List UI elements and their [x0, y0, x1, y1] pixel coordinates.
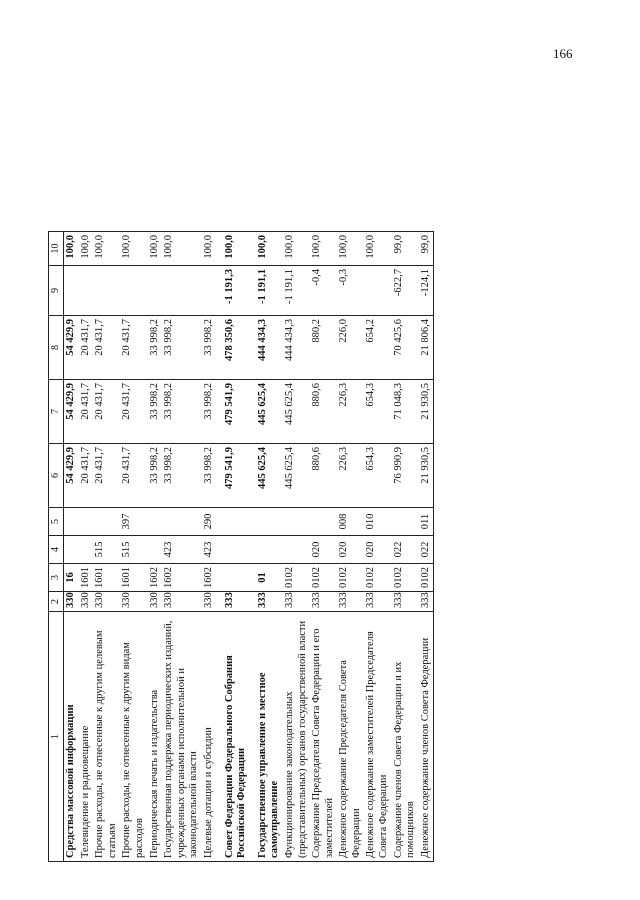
- row-target-code-cell: 423: [162, 536, 202, 564]
- row-target-code-cell: 020: [364, 536, 391, 564]
- row-percent-cell: 100,0: [162, 232, 202, 266]
- table-row: [419, 232, 434, 862]
- row-percent-cell: 100,0: [64, 232, 79, 266]
- row-expense-type-cell: [250, 508, 283, 536]
- table-row: [162, 232, 202, 862]
- row-adjusted-cell: 33 998,2: [162, 380, 202, 444]
- row-expense-type-cell: 010: [364, 508, 391, 536]
- row-percent-cell: 100,0: [202, 232, 217, 266]
- row-percent-cell: 100,0: [283, 232, 310, 266]
- table-row: [392, 232, 419, 862]
- row-target-code-cell: [217, 536, 250, 564]
- row-executed-cell: 33 998,2: [162, 316, 202, 380]
- table-row: [120, 232, 147, 862]
- row-section-code-cell: 1602: [202, 564, 217, 592]
- row-executed-cell: 33 998,2: [148, 316, 163, 380]
- row-ministry-code-cell: 330: [93, 592, 120, 612]
- row-executed-cell: 226,0: [337, 316, 364, 380]
- budget-table: [48, 231, 434, 862]
- row-approved-cell: 20 431,7: [93, 444, 120, 508]
- row-target-code-cell: [64, 536, 79, 564]
- row-name-cell: Телевидение и радиовещание: [79, 612, 94, 862]
- table-row: [148, 232, 163, 862]
- row-approved-cell: 445 625,4: [250, 444, 283, 508]
- row-executed-cell: 20 431,7: [93, 316, 120, 380]
- row-deviation-cell: -0,4: [310, 266, 337, 316]
- row-adjusted-cell: 479 541,9: [217, 380, 250, 444]
- row-target-code-cell: [148, 536, 163, 564]
- row-target-code-cell: 020: [310, 536, 337, 564]
- row-name-cell: Содержание членов Совета Федерации и их помощников: [392, 612, 419, 862]
- row-percent-cell: 100,0: [364, 232, 391, 266]
- row-expense-type-cell: [283, 508, 310, 536]
- row-adjusted-cell: 54 429,9: [64, 380, 79, 444]
- row-target-code-cell: [283, 536, 310, 564]
- row-section-code-cell: 0102: [310, 564, 337, 592]
- row-ministry-code-cell: 330: [148, 592, 163, 612]
- row-deviation-cell: [79, 266, 94, 316]
- row-name-cell: Содержание Председателя Совета Федерации и его заместителей: [310, 612, 337, 862]
- column-header: 10: [49, 232, 64, 266]
- row-target-code-cell: 423: [202, 536, 217, 564]
- table-row: [93, 232, 120, 862]
- row-executed-cell: 33 998,2: [202, 316, 217, 380]
- table-row: [337, 232, 364, 862]
- row-ministry-code-cell: 333: [310, 592, 337, 612]
- row-percent-cell: 99,0: [392, 232, 419, 266]
- row-target-code-cell: [250, 536, 283, 564]
- table-row: [202, 232, 217, 862]
- row-deviation-cell: -1 191,1: [283, 266, 310, 316]
- table-row: [79, 232, 94, 862]
- row-deviation-cell: [162, 266, 202, 316]
- row-approved-cell: 33 998,2: [202, 444, 217, 508]
- table-row: [364, 232, 391, 862]
- row-ministry-code-cell: 330: [64, 592, 79, 612]
- row-executed-cell: 654,2: [364, 316, 391, 380]
- row-executed-cell: 20 431,7: [79, 316, 94, 380]
- column-header: 1: [49, 612, 64, 862]
- row-adjusted-cell: 654,3: [364, 380, 391, 444]
- row-target-code-cell: 515: [120, 536, 147, 564]
- column-header: 2: [49, 592, 64, 612]
- row-section-code-cell: 1602: [162, 564, 202, 592]
- column-header: 8: [49, 316, 64, 380]
- row-section-code-cell: 1602: [148, 564, 163, 592]
- row-section-code-cell: [217, 564, 250, 592]
- row-executed-cell: 444 434,3: [250, 316, 283, 380]
- row-name-cell: Государственное управление и местное самоуправление: [250, 612, 283, 862]
- row-adjusted-cell: 226,3: [337, 380, 364, 444]
- row-approved-cell: 654,3: [364, 444, 391, 508]
- row-approved-cell: 445 625,4: [283, 444, 310, 508]
- row-executed-cell: 54 429,9: [64, 316, 79, 380]
- row-adjusted-cell: 880,6: [310, 380, 337, 444]
- row-adjusted-cell: 71 048,3: [392, 380, 419, 444]
- row-expense-type-cell: [79, 508, 94, 536]
- row-percent-cell: 99,0: [419, 232, 434, 266]
- row-expense-type-cell: [64, 508, 79, 536]
- row-section-code-cell: 0102: [364, 564, 391, 592]
- row-expense-type-cell: 011: [419, 508, 434, 536]
- row-name-cell: Совет Федерации Федерального Собрания Российской Федерации: [217, 612, 250, 862]
- column-header: 5: [49, 508, 64, 536]
- row-expense-type-cell: 008: [337, 508, 364, 536]
- column-header: 7: [49, 380, 64, 444]
- table-row: [64, 232, 79, 862]
- column-number-row: [49, 232, 64, 862]
- row-target-code-cell: [79, 536, 94, 564]
- row-section-code-cell: 1601: [79, 564, 94, 592]
- row-deviation-cell: [120, 266, 147, 316]
- row-executed-cell: 21 806,4: [419, 316, 434, 380]
- row-expense-type-cell: [148, 508, 163, 536]
- row-adjusted-cell: 21 930,5: [419, 380, 434, 444]
- row-adjusted-cell: 445 625,4: [283, 380, 310, 444]
- row-executed-cell: 70 425,6: [392, 316, 419, 380]
- row-adjusted-cell: 20 431,7: [93, 380, 120, 444]
- row-percent-cell: 100,0: [337, 232, 364, 266]
- row-percent-cell: 100,0: [250, 232, 283, 266]
- row-name-cell: Денежное содержание членов Совета Федерации: [419, 612, 434, 862]
- row-percent-cell: 100,0: [310, 232, 337, 266]
- row-adjusted-cell: 33 998,2: [202, 380, 217, 444]
- row-section-code-cell: 0102: [392, 564, 419, 592]
- row-approved-cell: 226,3: [337, 444, 364, 508]
- row-expense-type-cell: [392, 508, 419, 536]
- row-approved-cell: 20 431,7: [120, 444, 147, 508]
- row-name-cell: Средства массовой информации: [64, 612, 79, 862]
- column-header: 6: [49, 444, 64, 508]
- table-row: [283, 232, 310, 862]
- row-executed-cell: 880,2: [310, 316, 337, 380]
- table-row: [217, 232, 250, 862]
- row-percent-cell: 100,0: [148, 232, 163, 266]
- row-approved-cell: 479 541,9: [217, 444, 250, 508]
- row-name-cell: Функционирование законодательных (представительных) органов государственной власти: [283, 612, 310, 862]
- row-deviation-cell: -622,7: [392, 266, 419, 316]
- row-expense-type-cell: [217, 508, 250, 536]
- row-expense-type-cell: [162, 508, 202, 536]
- row-section-code-cell: 0102: [419, 564, 434, 592]
- row-approved-cell: 76 990,9: [392, 444, 419, 508]
- row-expense-type-cell: 290: [202, 508, 217, 536]
- row-percent-cell: 100,0: [120, 232, 147, 266]
- row-executed-cell: 20 431,7: [120, 316, 147, 380]
- row-percent-cell: 100,0: [217, 232, 250, 266]
- column-header: 3: [49, 564, 64, 592]
- row-section-code-cell: 01: [250, 564, 283, 592]
- row-executed-cell: 444 434,3: [283, 316, 310, 380]
- row-name-cell: Периодическая печать и издательства: [148, 612, 163, 862]
- row-name-cell: Денежное содержание Председателя Совета Федерации: [337, 612, 364, 862]
- row-target-code-cell: 020: [337, 536, 364, 564]
- row-deviation-cell: -0,3: [337, 266, 364, 316]
- row-section-code-cell: 1601: [93, 564, 120, 592]
- row-ministry-code-cell: 330: [120, 592, 147, 612]
- rotated-table-container: [48, 235, 640, 862]
- row-ministry-code-cell: 333: [283, 592, 310, 612]
- row-deviation-cell: -1 191,1: [250, 266, 283, 316]
- row-ministry-code-cell: 333: [392, 592, 419, 612]
- row-target-code-cell: 022: [392, 536, 419, 564]
- row-section-code-cell: 0102: [283, 564, 310, 592]
- page-number: 166: [553, 46, 573, 61]
- row-deviation-cell: -1 191,3: [217, 266, 250, 316]
- row-adjusted-cell: 20 431,7: [120, 380, 147, 444]
- row-ministry-code-cell: 333: [217, 592, 250, 612]
- row-expense-type-cell: 397: [120, 508, 147, 536]
- table-row: [250, 232, 283, 862]
- table-body: [64, 232, 434, 862]
- row-ministry-code-cell: 333: [250, 592, 283, 612]
- row-adjusted-cell: 20 431,7: [79, 380, 94, 444]
- row-ministry-code-cell: 330: [202, 592, 217, 612]
- row-deviation-cell: [202, 266, 217, 316]
- row-ministry-code-cell: 333: [364, 592, 391, 612]
- row-name-cell: Денежное содержание заместителей Председателя Совета Федерации: [364, 612, 391, 862]
- table-row: [310, 232, 337, 862]
- row-section-code-cell: 16: [64, 564, 79, 592]
- row-executed-cell: 478 350,6: [217, 316, 250, 380]
- row-target-code-cell: 515: [93, 536, 120, 564]
- row-section-code-cell: 0102: [337, 564, 364, 592]
- row-approved-cell: 20 431,7: [79, 444, 94, 508]
- row-adjusted-cell: 445 625,4: [250, 380, 283, 444]
- row-ministry-code-cell: 330: [79, 592, 94, 612]
- row-percent-cell: 100,0: [79, 232, 94, 266]
- row-expense-type-cell: [310, 508, 337, 536]
- row-target-code-cell: 022: [419, 536, 434, 564]
- row-deviation-cell: [93, 266, 120, 316]
- row-name-cell: Целевые дотации и субсидии: [202, 612, 217, 862]
- row-approved-cell: 21 930,5: [419, 444, 434, 508]
- row-name-cell: Прочие расходы, не отнесенные к другим целевым статьям: [93, 612, 120, 862]
- row-deviation-cell: -124,1: [419, 266, 434, 316]
- row-name-cell: Прочие расходы, не отнесенные к другим видам расходов: [120, 612, 147, 862]
- row-ministry-code-cell: 330: [162, 592, 202, 612]
- row-approved-cell: 880,6: [310, 444, 337, 508]
- row-deviation-cell: [64, 266, 79, 316]
- column-header: 4: [49, 536, 64, 564]
- row-approved-cell: 33 998,2: [148, 444, 163, 508]
- column-header: 9: [49, 266, 64, 316]
- row-deviation-cell: [364, 266, 391, 316]
- row-ministry-code-cell: 333: [419, 592, 434, 612]
- row-approved-cell: 33 998,2: [162, 444, 202, 508]
- row-deviation-cell: [148, 266, 163, 316]
- row-section-code-cell: 1601: [120, 564, 147, 592]
- row-expense-type-cell: [93, 508, 120, 536]
- row-adjusted-cell: 33 998,2: [148, 380, 163, 444]
- row-percent-cell: 100,0: [93, 232, 120, 266]
- row-ministry-code-cell: 333: [337, 592, 364, 612]
- row-name-cell: Государственная поддержка периодических изданий, учрежденных органами исполнительной и законодательной власти: [162, 612, 202, 862]
- row-approved-cell: 54 429,9: [64, 444, 79, 508]
